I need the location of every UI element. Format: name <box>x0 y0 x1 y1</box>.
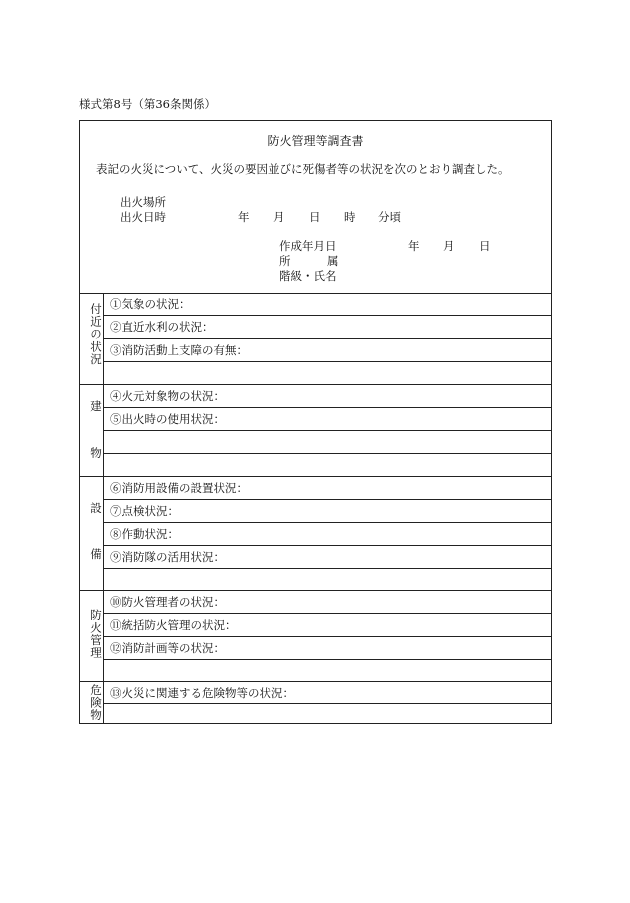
section-building <box>80 385 551 477</box>
created-month-unit: 月 <box>443 239 455 253</box>
section-fire-prevention <box>80 591 551 682</box>
table-row: ③消防活動上支障の有無： <box>104 339 551 362</box>
day-unit: 日 <box>309 210 321 224</box>
minute-unit: 分頃 <box>378 210 401 224</box>
table-row: ①気象の状況： <box>104 293 551 316</box>
section-equipment <box>80 477 551 591</box>
table-row <box>104 362 551 385</box>
section-label-surroundings: 付近の状況 <box>89 303 103 366</box>
survey-form <box>79 120 552 724</box>
form-header <box>80 121 551 294</box>
table-row <box>104 704 551 723</box>
table-row: ⑦点検状況： <box>104 500 551 523</box>
section-label-fire-prevention: 防火管理 <box>89 609 103 659</box>
section-label-building-top: 建 <box>89 400 103 413</box>
table-row: ②直近水利の状況： <box>104 316 551 339</box>
table-row: ④火元対象物の状況： <box>104 385 551 408</box>
affiliation-label-2: 属 <box>327 254 339 268</box>
created-year-unit: 年 <box>408 239 420 253</box>
rank-name-label: 階級・氏名 <box>279 269 337 283</box>
section-label-building-bottom: 物 <box>89 447 103 460</box>
table-row <box>104 660 551 683</box>
table-row <box>104 569 551 592</box>
table-row: ⑩防火管理者の状況： <box>104 591 551 614</box>
year-unit: 年 <box>238 210 250 224</box>
created-date-label: 作成年月日 <box>279 239 337 253</box>
month-unit: 月 <box>273 210 285 224</box>
affiliation-label-1: 所 <box>279 254 291 268</box>
table-row: ⑧作動状況： <box>104 523 551 546</box>
table-row <box>104 431 551 454</box>
table-row: ⑬火災に関連する危険物等の状況： <box>104 682 551 704</box>
section-label-hazardous-materials: 危険物 <box>89 684 103 722</box>
table-row <box>104 454 551 477</box>
form-number: 様式第8号（第36条関係） <box>79 97 216 111</box>
section-label-equipment-top: 設 <box>89 502 103 515</box>
section-hazardous-materials <box>80 682 551 723</box>
fire-datetime-label: 出火日時 <box>120 210 166 224</box>
intro-text: 表記の火災について、火災の要因並びに死傷者等の状況を次のとおり調査した。 <box>96 162 510 176</box>
hour-unit: 時 <box>344 210 356 224</box>
table-row: ⑫消防計画等の状況： <box>104 637 551 660</box>
table-row: ⑪統括防火管理の状況： <box>104 614 551 637</box>
created-day-unit: 日 <box>479 239 491 253</box>
section-surroundings <box>80 293 551 385</box>
section-label-equipment-bottom: 備 <box>89 548 103 561</box>
table-row: ⑤出火時の使用状況： <box>104 408 551 431</box>
table-row: ⑨消防隊の活用状況： <box>104 546 551 569</box>
fire-location-label: 出火場所 <box>120 195 166 209</box>
table-row: ⑥消防用設備の設置状況： <box>104 477 551 500</box>
form-title: 防火管理等調査書 <box>267 134 364 148</box>
